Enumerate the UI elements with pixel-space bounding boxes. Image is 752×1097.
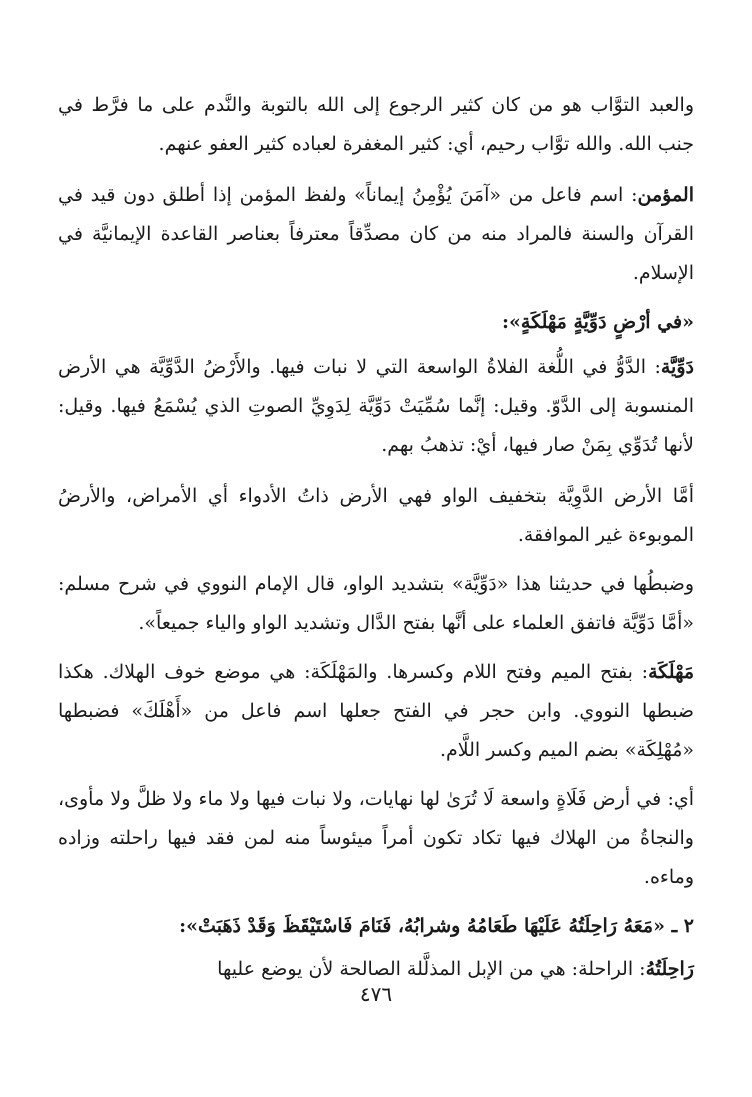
paragraph-mumin-text: : اسم فاعل من «آمَنَ يُؤْمِنُ إيماناً» ولفظ المؤمن إذا أطلق دون قيد في القرآن والسنة فالمراد منه من كان مصدِّقاً معترفاً بعناصر القاعدة الإيمانيَّة في الإسلام.: [58, 184, 694, 284]
paragraph-mahlaka-text: : بفتح الميم وفتح اللام وكسرها. والمَهْلَكَة: هي موضع خوف الهلاك. هكذا ضبطها النووي. وابن حجر في الفتح جعلها اسم فاعل من «أَهْلَكَ» فضبطها «مُهْلِكَة» بضم الميم وكسر اللَّام.: [58, 661, 694, 761]
term-dawiyya: دَوِّيَّة: [660, 356, 694, 378]
paragraph-dawiyya: [58, 348, 694, 465]
paragraph-mumin: [58, 176, 694, 293]
heading-rahilatuhu: ٢ ـ «مَعَهُ رَاحِلَتُهُ عَلَيْهَا طَعَامُهُ وشرابُهُ، فَنَامَ فَاسْتَيْقَظَ وَقَدْ ذَهَبَتْ»:: [179, 915, 694, 937]
paragraph-rahila-text: : الراحلة: هي من الإبل المذلَّلة الصالحة لأن يوضع عليها: [217, 958, 646, 980]
paragraph-mahlaka: [58, 653, 694, 770]
term-mahlaka: مَهْلَكَة: [648, 661, 694, 683]
paragraph-ay: أي: في أرض فَلَاةٍ واسعة لَا تُرَىٰ لها نهايات، ولا نبات فيها ولا ماء ولا ظلَّ ولا مأوى، والنجاةُ من الهلاك فيها تكاد تكون أمراً ميئوساً منه لمن فقد فيها راحلته وزاده وماءه.: [58, 788, 694, 888]
heading-ard-dawiyya: «في أرْضٍ دَوِّيَّةٍ مَهْلَكَةٍ»:: [502, 311, 694, 333]
page-number: ٤٧٦: [359, 982, 393, 1006]
term-rahila: رَاحِلَتُهُ: [645, 958, 694, 980]
paragraph-takhfif: أمَّا الأرض الدَّوِيَّة بتخفيف الواو فهي الأرض ذاتُ الأدواء أي الأمراض، والأرضُ الموبوءة غير الموافقة.: [58, 485, 694, 546]
paragraph-dawiyya-text: : الدَّوُّ في اللُّغة الفلاةُ الواسعة التي لا نبات فيها. والأَرْضُ الدَّوِّيَّة هي الأرض المنسوبة إلى الدَّوّ. وقيل: إنَّما سُمِّيَتْ دَوِّيَّة لِدَوِيِّ الصوتِ الذي يُسْمَعُ فيها. وقيل: لأنها تُدَوِّي بِمَنْ صار فيها، أيْ: تذهبُ بهم.: [58, 356, 694, 456]
paragraph-tawwab: والعبد التوَّاب هو من كان كثير الرجوع إلى الله بالتوبة والنَّدم على ما فرَّط في جنب الله. والله توَّاب رحيم، أي: كثير المغفرة لعباده كثير العفو عنهم.: [58, 94, 694, 155]
page-body: [58, 82, 694, 989]
term-mumin: المؤمن: [637, 184, 694, 206]
paragraph-dabt: وضبطُها في حديثنا هذا «دَوِّيَّة» بتشديد الواو، قال الإمام النووي في شرح مسلم: «أمَّا دَوِّيَّة فاتفق العلماء على أنَّها بفتح الدَّال وتشديد الواو والياء جميعاً».: [58, 573, 694, 634]
